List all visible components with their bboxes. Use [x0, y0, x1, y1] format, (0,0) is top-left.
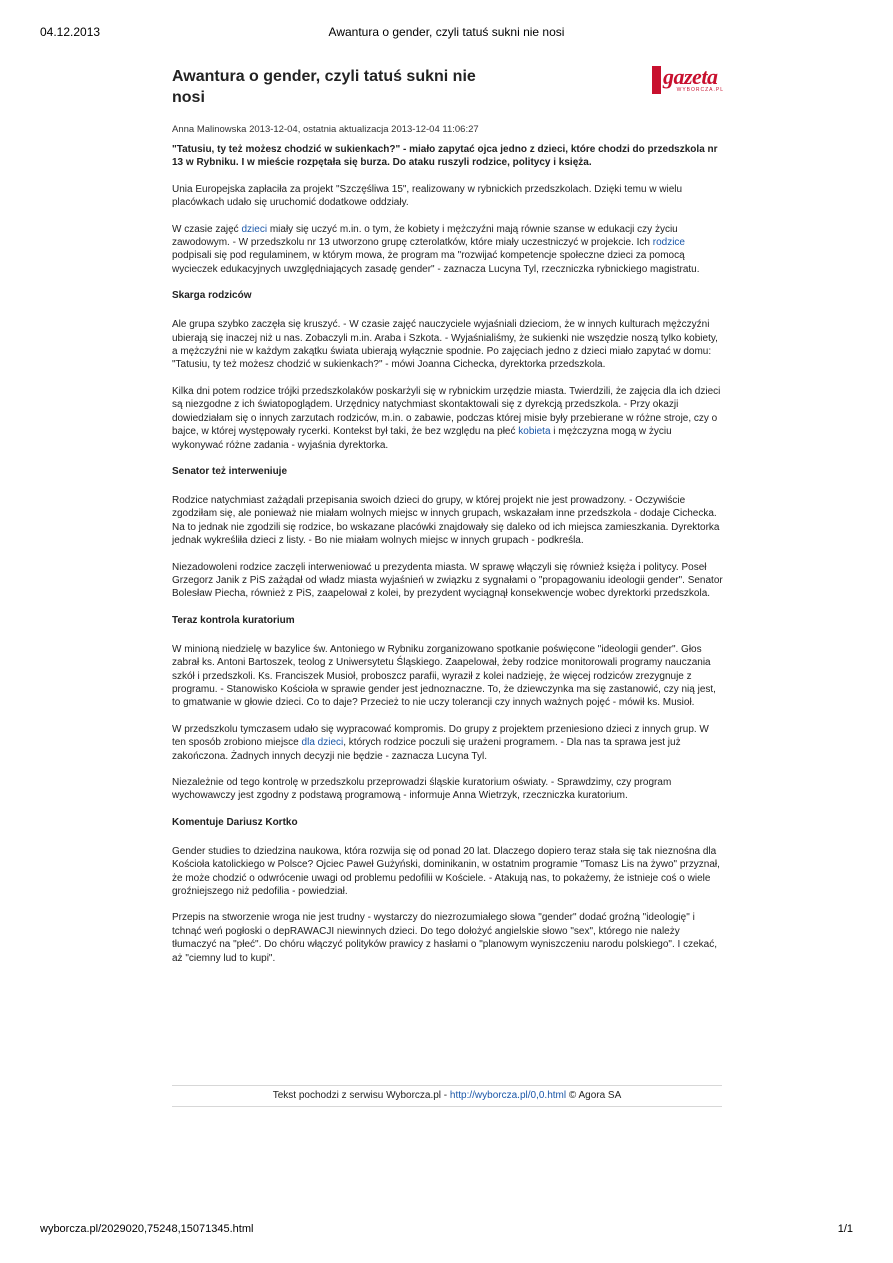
text-span: i mężczyzna mogą w życiu wykonywać różne zadania - wyjaśnia dyrektorka.: [172, 426, 672, 451]
source-link[interactable]: http://wyborcza.pl/0,0.html: [449, 1090, 567, 1101]
link-dla-dzieci[interactable]: dla dzieci: [301, 737, 344, 749]
text-span: Kilka dni potem rodzice trójki przedszkolaków poskarżyli się w rybnickim urzędzie miasta. Twierdzili, że zajęcia dla ich dzieci są niezgodne z ich światopoglądem. Urzędnicy natychmiast skontaktowali się z dyrekcją przedszkola. - Przy okazji dowiedziałam się o innych zarzutach rodziców, m.in. o zabawie, podczas której misie były przebierane w różne stroje, czy o bajce, w której występowały rycerki. Kontekst był taki, że bez względu na płeć: [172, 385, 721, 438]
paragraph-9: Niezależnie od tego kontrolę w przedszkolu przeprowadzi śląskie kuratorium oświaty. - Sprawdzimy, czy program wychowawczy jest zgodny z podstawą programową - informuje Anna Wietrzyk, rzeczniczka kuratorium.: [172, 777, 672, 802]
paragraph-7: W minioną niedzielę w bazylice św. Antoniego w Rybniku zorganizowano spotkanie poświęcone "ideologii gender". Głos zabrał ks. Antoni Bartoszek, teolog z Uniwersytetu Śląskiego. Zaapelował, żeby rodzice monitorowali programy nauczania szkół i przedszkoli. Ks. Franciszek Musioł, proboszcz parafii, wyraził z kolei nadzieję, że więcej rodziców zrezygnuje z programu. - Stanowisko Kościoła w sprawie gender jest jednoznaczne. To, że dziewczynka ma się zastanowić, czy nią jest, to gmatwanie w głowie dzieci. Co to daje? Przecież to nie uczy tolerancji czy innych ważnych pojęć - mówił ks. Musioł.: [172, 643, 716, 709]
source-suffix: © Agora SA: [566, 1090, 622, 1101]
article-title: Awantura o gender, czyli tatuś sukni nie nosi: [172, 68, 476, 106]
print-footer: [40, 1223, 853, 1239]
print-title: Awantura o gender, czyli tatuś sukni nie nosi: [328, 25, 565, 39]
link-kobieta[interactable]: kobieta: [518, 426, 551, 438]
print-url: wyborcza.pl/2029020,75248,15071345.html: [40, 1223, 254, 1235]
article-lead: "Tatusiu, ty też możesz chodzić w sukienkach?" - miało zapytać ojca jedno z dzieci, które chodzi do przedszkola nr 13 w Rybniku. I w mieście rozpętała się burza. Do ataku ruszyli rodzice, politycy i księża.: [172, 144, 718, 169]
paragraph-5: Rodzice natychmiast zażądali przepisania swoich dzieci do grupy, w której projekt nie jest prowadzony. - Oczywiście zgodziłam się, ale ponieważ nie miałam wolnych miejsc w innych grupach, wskazałam inne przedszkola - dodaje Cichecka. Na to jednak nie zgodzili się rodzice, bo wskazane placówki znajdowały się daleko od ich miejsca zamieszkania. Dyrektorka jednak wykreśliła dzieci z listy. - Bo nie miałam wolnych miejsc w innych grupach - podkreśla.: [172, 494, 720, 547]
text-span: , których rodzice poczuli się urażeni programem. - Dla nas ta sprawa jest już zakończona. Żadnych innych decyzji nie będzie - zaznacza Lucyna Tyl.: [172, 737, 681, 762]
text-span: W czasie zajęć: [172, 223, 242, 235]
logo-word: gazeta: [663, 66, 718, 89]
page-count: 1/1: [837, 1223, 853, 1235]
heading-kontrola: Teraz kontrola kuratorium: [172, 614, 295, 626]
heading-senator: Senator też interweniuje: [172, 465, 288, 477]
paragraph-1: Unia Europejska zapłaciła za projekt "Szczęśliwa 15", realizowany w rybnickich przedszkolach. Dzięki temu w wielu placówkach udało się uruchomić dodatkowe oddziały.: [172, 183, 683, 209]
paragraph-6: Niezadowoleni rodzice zaczęli interweniować u prezydenta miasta. W sprawę włączyli się również księża i politycy. Poseł Grzegorz Janik z PiS zażądał od władz miasta wyjaśnień w związku z sygnałami o "propagowaniu ideologii gender". Senator Bolesław Piecha, również z PiS, zaapelował z kolei, by prezydent wyciągnął konsekwencje wobec dyrektorki przedszkola.: [172, 561, 723, 600]
paragraph-8: [172, 723, 724, 763]
source-prefix: Tekst pochodzi z serwisu Wyborcza.pl -: [272, 1090, 450, 1101]
print-header: [40, 25, 853, 41]
paragraph-2: [172, 223, 724, 277]
paragraph-10: Gender studies to dziedzina naukowa, która rozwija się od ponad 20 lat. Dlaczego dopiero teraz stała się tak nieznośna dla Kościoła katolickiego w Polsce? Ojciec Paweł Gużyński, dominikanin, w ostatnim programie "Tomasz Lis na żywo" przyznał, że może chodzić o odwrócenie uwagi od problemu pedofilii w Kościele. - Atakują nas, to pokażemy, że istnieje coś o wiele groźniejszego niż pedofilia - powiedział.: [172, 845, 720, 898]
article: [172, 66, 724, 978]
text-span: miały się uczyć m.in. o tym, że kobiety i mężczyźni mają równie szanse w edukacji czy życiu zawodowym. - W przedszkolu nr 13 utworzono grupę czterolatków, które miały uczestniczyć w projekcie. Ich: [172, 223, 678, 249]
text-span: W przedszkolu tymczasem udało się wypracować kompromis. Do grupy z projektem przeniesiono dzieci z innych grup. W ten sposób zrobiono miejsce: [172, 723, 709, 749]
print-date: 04.12.2013: [40, 25, 101, 39]
paragraph-3: Ale grupa szybko zaczęła się kruszyć. - W czasie zajęć nauczyciele wyjaśniali dzieciom, że w innych kulturach mężczyźni ubierają się inaczej niż u nas. Zobaczyli m.in. Araba i Szkota. - Wyjaśnialiśmy, że sukienki nie wszędzie noszą tylko kobiety, a mężczyźni nie w każdym zakątku świata ubierają wyłącznie spodnie. Po zajęciach jedno z dzieci miało zapytać w domu: "Tatusiu, ty też możesz chodzić w sukienkach?" - mówi Joanna Cichecka, dyrektorka przedszkola.: [172, 319, 718, 371]
source-line: [172, 1085, 722, 1107]
logo-sub: WYBORCZA.PL: [676, 87, 724, 93]
heading-komentuje: Komentuje Dariusz Kortko: [172, 816, 298, 828]
link-dzieci[interactable]: dzieci: [241, 223, 268, 235]
paragraph-4: [172, 385, 724, 452]
text-span: podpisali się pod regulaminem, w którym mowa, że program ma "rozwijać kompetencje społeczne dzieci za pomocą wycieczek edukacyjnych uwzględniających zasadę gender" - zaznacza Lucyna Tyl, rzeczniczka rybnickiego magistratu.: [172, 250, 700, 275]
paragraph-11: Przepis na stworzenie wroga nie jest trudny - wystarczy do niezrozumiałego słowa "gender" dodać groźną "ideologię" i tchnąć weń pogłoski o depRAWACJI niewinnych dzieci. Do tego dołożyć angielskie słowo "sex", którego nie należy tłumaczyć na "płeć". Do chóru włączyć polityków prawicy z hasłami o "planowym wyniszczeniu narodu polskiego". I czekać, aż "ciemny lud to kupi".: [172, 912, 717, 964]
heading-skarga: Skarga rodziców: [172, 290, 252, 302]
article-byline: Anna Malinowska 2013-12-04, ostatnia aktualizacja 2013-12-04 11:06:27: [172, 124, 479, 135]
link-rodzice[interactable]: rodzice: [652, 237, 685, 249]
